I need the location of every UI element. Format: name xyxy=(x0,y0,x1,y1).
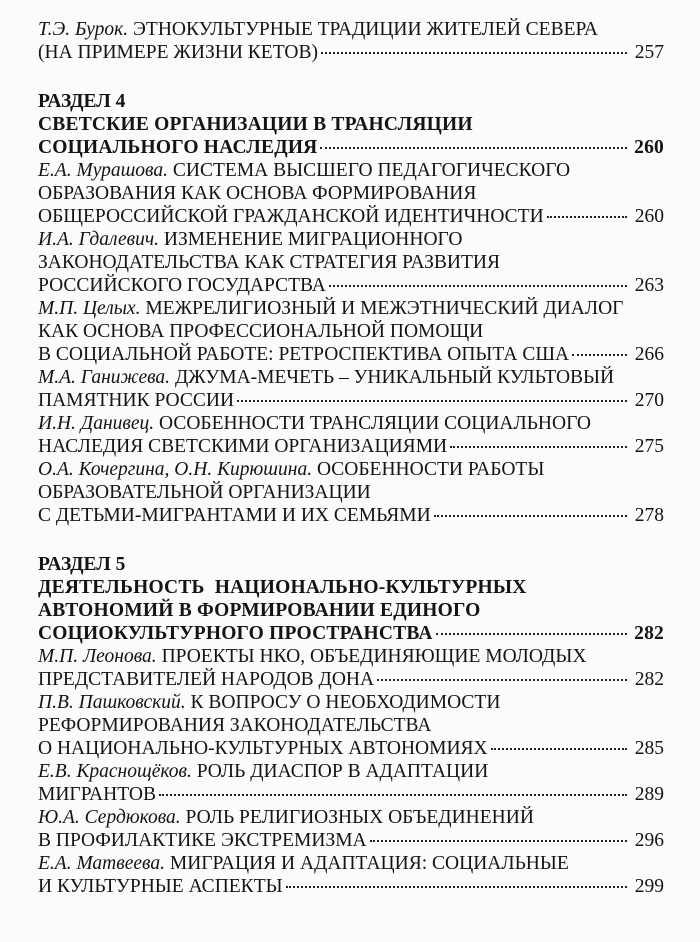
entry-title-line: ОСОБЕННОСТИ РАБОТЫ xyxy=(316,459,545,480)
dot-leader xyxy=(159,794,627,796)
entry-title-line: В СОЦИАЛЬНОЙ РАБОТЕ: РЕТРОСПЕКТИВА ОПЫТА США xyxy=(38,344,570,365)
entry-page-number: 266 xyxy=(634,344,664,365)
dot-leader xyxy=(377,679,627,681)
entry-title-line: О НАЦИОНАЛЬНО-КУЛЬТУРНЫХ АВТОНОМИЯХ xyxy=(38,738,488,759)
dot-leader xyxy=(370,840,627,842)
entry-page-number: 278 xyxy=(634,505,664,526)
dot-leader xyxy=(286,886,627,888)
entry-page-number: 257 xyxy=(634,42,664,63)
entry-author: И.Н. Данивец. xyxy=(38,413,155,434)
entry-title-line: ОСОБЕННОСТИ ТРАНСЛЯЦИИ СОЦИАЛЬНОГО xyxy=(159,413,591,434)
entry-title-line: ПРЕДСТАВИТЕЛЕЙ НАРОДОВ ДОНА xyxy=(38,669,375,690)
entry-page-number: 289 xyxy=(634,784,664,805)
entry-title-line: РОЛЬ РЕЛИГИОЗНЫХ ОБЪЕДИНЕНИЙ xyxy=(185,807,534,828)
entry-title-line: С ДЕТЬМИ-МИГРАНТАМИ И ИХ СЕМЬЯМИ xyxy=(38,505,431,526)
dot-leader xyxy=(321,52,627,54)
entry-title-line: РЕФОРМИРОВАНИЯ ЗАКОНОДАТЕЛЬСТВА xyxy=(38,715,432,736)
toc-entry xyxy=(38,366,664,412)
section-page-number: 282 xyxy=(634,623,664,644)
toc-entry-top xyxy=(38,18,664,64)
entry-title-line: ДЖУМА-МЕЧЕТЬ – УНИКАЛЬНЫЙ КУЛЬТОВЫЙ xyxy=(174,367,615,388)
entry-title-line: МИГРАНТОВ xyxy=(38,784,156,805)
entry-author: О.А. Кочергина, О.Н. Кирюшина. xyxy=(38,459,313,480)
entry-title-line: В ПРОФИЛАКТИКЕ ЭКСТРЕМИЗМА xyxy=(38,830,367,851)
dot-leader xyxy=(572,354,627,356)
entry-title-line: ПРОЕКТЫ НКО, ОБЪЕДИНЯЮЩИЕ МОЛОДЫХ xyxy=(161,646,587,667)
entry-title-line: ЭТНОКУЛЬТУРНЫЕ ТРАДИЦИИ ЖИТЕЛЕЙ СЕВЕРА xyxy=(133,19,598,40)
entry-page-number: 285 xyxy=(634,738,664,759)
section-page-number: 260 xyxy=(634,137,664,158)
entry-page-number: 296 xyxy=(634,830,664,851)
entry-author: И.А. Гдалевич. xyxy=(38,229,160,250)
toc-entry xyxy=(38,852,664,898)
section-title-line: СОЦИАЛЬНОГО НАСЛЕДИЯ 260 xyxy=(38,137,664,158)
entry-page-number: 282 xyxy=(634,669,664,690)
dot-leader xyxy=(329,285,627,287)
toc-entry xyxy=(38,760,664,806)
entry-page-number: 263 xyxy=(634,275,664,296)
entry-page-number: 260 xyxy=(634,206,664,227)
section-title-line: ДЕЯТЕЛЬНОСТЬ НАЦИОНАЛЬНО-КУЛЬТУРНЫХ xyxy=(38,577,527,598)
section-label: РАЗДЕЛ 4 xyxy=(38,91,126,112)
dot-leader xyxy=(436,633,627,635)
entry-author: М.П. Леонова. xyxy=(38,646,157,667)
toc-entry xyxy=(38,297,664,366)
section-title-line: АВТОНОМИЙ В ФОРМИРОВАНИИ ЕДИНОГО xyxy=(38,600,481,621)
toc-entry xyxy=(38,159,664,228)
entry-author: М.А. Ганижева. xyxy=(38,367,171,388)
entry-page-number: 275 xyxy=(634,436,664,457)
entry-author: Е.А. Матвеева. xyxy=(38,853,165,874)
entry-title-line: МЕЖРЕЛИГИОЗНЫЙ И МЕЖЭТНИЧЕСКИЙ ДИАЛОГ xyxy=(145,298,624,319)
entry-title-line: ОБРАЗОВАНИЯ КАК ОСНОВА ФОРМИРОВАНИЯ xyxy=(38,183,477,204)
toc-entry xyxy=(38,458,664,527)
dot-leader xyxy=(450,446,627,448)
entry-page-number: 270 xyxy=(634,390,664,411)
entry-author: Е.В. Краснощёков. xyxy=(38,761,192,782)
toc-entry xyxy=(38,228,664,297)
section-title-line: СВЕТСКИЕ ОРГАНИЗАЦИИ В ТРАНСЛЯЦИИ xyxy=(38,114,473,135)
entry-title-line: СИСТЕМА ВЫСШЕГО ПЕДАГОГИЧЕСКОГО xyxy=(172,160,571,181)
toc-entry xyxy=(38,691,664,760)
entry-author: Е.А. Мурашова. xyxy=(38,160,169,181)
entry-title-line: КАК ОСНОВА ПРОФЕССИОНАЛЬНОЙ ПОМОЩИ xyxy=(38,321,484,342)
entry-title-line: К ВОПРОСУ О НЕОБХОДИМОСТИ xyxy=(190,692,501,713)
entry-title-line: МИГРАЦИЯ И АДАПТАЦИЯ: СОЦИАЛЬНЫЕ xyxy=(169,853,569,874)
dot-leader xyxy=(434,515,627,517)
entry-title-line: ИЗМЕНЕНИЕ МИГРАЦИОННОГО xyxy=(163,229,463,250)
entry-author: П.В. Пашковский. xyxy=(38,692,186,713)
entry-title-line: РОЛЬ ДИАСПОР В АДАПТАЦИИ xyxy=(196,761,489,782)
dot-leader xyxy=(547,216,627,218)
section-title-line: СОЦИОКУЛЬТУРНОГО ПРОСТРАНСТВА 282 xyxy=(38,623,664,644)
entry-title-line: НАСЛЕДИЯ СВЕТСКИМИ ОРГАНИЗАЦИЯМИ xyxy=(38,436,448,457)
entry-author: Ю.А. Сердюкова. xyxy=(38,807,181,828)
entry-title-line: ПАМЯТНИК РОССИИ xyxy=(38,390,235,411)
dot-leader xyxy=(491,748,627,750)
section-label: РАЗДЕЛ 5 xyxy=(38,554,126,575)
entry-title-line: И КУЛЬТУРНЫЕ АСПЕКТЫ xyxy=(38,876,283,897)
dot-leader xyxy=(237,400,627,402)
toc-line xyxy=(38,18,664,41)
entry-author: Т.Э. Бурок. xyxy=(38,19,129,40)
toc-section-5 xyxy=(38,553,664,898)
entry-title-line: РОССИЙСКОГО ГОСУДАРСТВА xyxy=(38,275,326,296)
entry-title-line: ЗАКОНОДАТЕЛЬСТВА КАК СТРАТЕГИЯ РАЗВИТИЯ xyxy=(38,252,500,273)
entry-title-line: ОБРАЗОВАТЕЛЬНОЙ ОРГАНИЗАЦИИ xyxy=(38,482,371,503)
toc-line xyxy=(38,41,664,64)
entry-title-line: (НА ПРИМЕРЕ ЖИЗНИ КЕТОВ) xyxy=(38,42,318,63)
toc-entry xyxy=(38,645,664,691)
toc-section-4 xyxy=(38,90,664,527)
dot-leader xyxy=(320,147,627,149)
entry-page-number: 299 xyxy=(634,876,664,897)
toc-entry xyxy=(38,412,664,458)
entry-title-line: ОБЩЕРОССИЙСКОЙ ГРАЖДАНСКОЙ ИДЕНТИЧНОСТИ xyxy=(38,206,544,227)
entry-author: М.П. Целых. xyxy=(38,298,141,319)
toc-entry xyxy=(38,806,664,852)
